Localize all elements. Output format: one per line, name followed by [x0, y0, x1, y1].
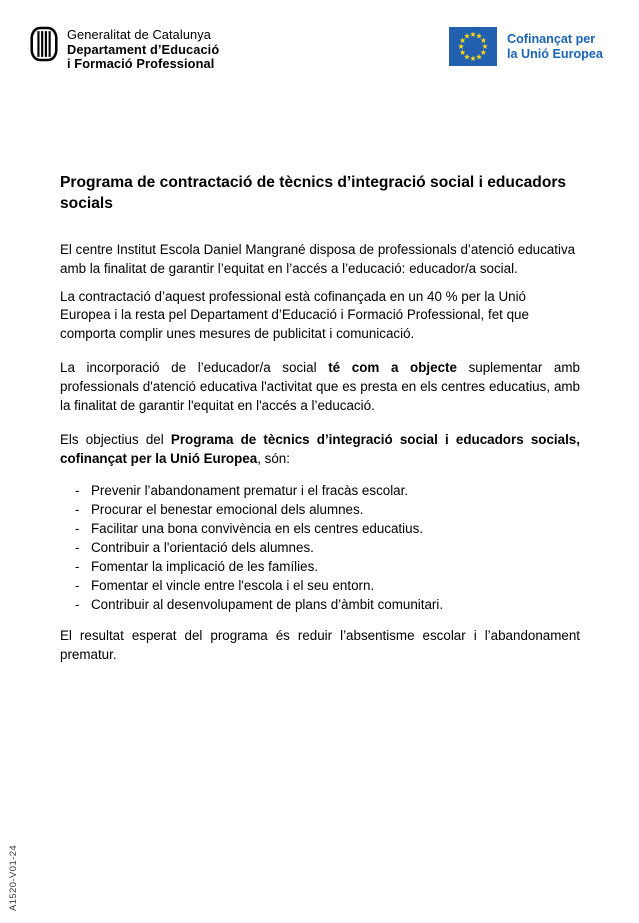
list-item-text: Contribuir a l'orientació dels alumnes. — [91, 540, 314, 556]
list-item-dash: - — [75, 578, 80, 594]
list-item-dash: - — [75, 483, 80, 499]
paragraph-objectives-lead: Els objectius del Programa de tècnics d’integració social i educadors socials, cofinançat per la Unió Europea, són: — [60, 432, 580, 466]
generalitat-logo-text — [67, 25, 219, 72]
list-item — [60, 595, 580, 614]
list-item — [60, 481, 580, 500]
senyera-shield-icon — [30, 25, 58, 63]
list-item-text: Contribuir al desenvolupament de plans d’àmbit comunitari. — [91, 597, 444, 613]
list-item-dash: - — [75, 540, 80, 556]
paragraph-closing: El resultat esperat del programa és reduir l’absentisme escolar i l’abandonament prematur. — [60, 628, 580, 662]
list-item-text: Prevenir l’abandonament prematur i el fracàs escolar. — [91, 483, 409, 499]
eu-text-line1: Cofinançat per — [507, 32, 596, 46]
list-item-dash: - — [75, 559, 80, 575]
list-item-text: Fomentar la implicació de les famílies. — [91, 559, 318, 575]
department-name-line2: i Formació Professional — [67, 56, 215, 72]
eu-text-line2: la Unió Europea — [507, 46, 603, 61]
eu-flag-icon — [449, 27, 497, 66]
list-item — [60, 557, 580, 576]
objectives-list — [60, 481, 580, 614]
paragraph-purpose: La incorporació de l’educador/a social té com a objecte suplementar amb professionals d'atenció educativa l'activitat que es presta en els centres educatius, amb la finalitat de garantir l'equitat en l'accés a l’educació. — [60, 360, 580, 413]
list-item — [60, 500, 580, 519]
list-item — [60, 538, 580, 557]
list-item-text: Procurar el benestar emocional dels alumnes. — [91, 502, 364, 518]
list-item-dash: - — [75, 597, 80, 613]
list-item — [60, 519, 580, 538]
generalitat-logo — [30, 25, 219, 72]
document-content — [60, 173, 580, 665]
list-item — [60, 576, 580, 595]
list-item-dash: - — [75, 502, 80, 518]
list-item-dash: - — [75, 521, 80, 537]
document-code: A1520-V01-24 — [8, 844, 19, 911]
list-item-text: Fomentar el vincle entre l'escola i el seu entorn. — [91, 578, 375, 594]
generalitat-name: Generalitat de Catalunya — [67, 27, 211, 42]
page-title: Programa de contractació de tècnics d’integració social i educadors socials — [60, 174, 567, 212]
list-item-text: Facilitar una bona convivència en els centres educatius. — [91, 521, 423, 537]
department-name-line1: Departament d’Educació — [67, 41, 220, 57]
eu-cofinancing-text — [507, 27, 603, 61]
paragraph-intro: El centre Institut Escola Daniel Mangrané disposa de professionals d’atenció educativa amb la finalitat de garantir l’equitat en l’accés a l’educació: educador/a social. — [60, 242, 576, 277]
paragraph-cofinancing: La contractació d’aquest professional està cofinançada en un 40 % per la Unió Europea i la resta pel Departament d’Educació i Formació Professional, fet que comporta complir unes mesures de publicitat i comunicació. — [60, 288, 529, 341]
eu-cofinancing-logo — [449, 27, 603, 66]
